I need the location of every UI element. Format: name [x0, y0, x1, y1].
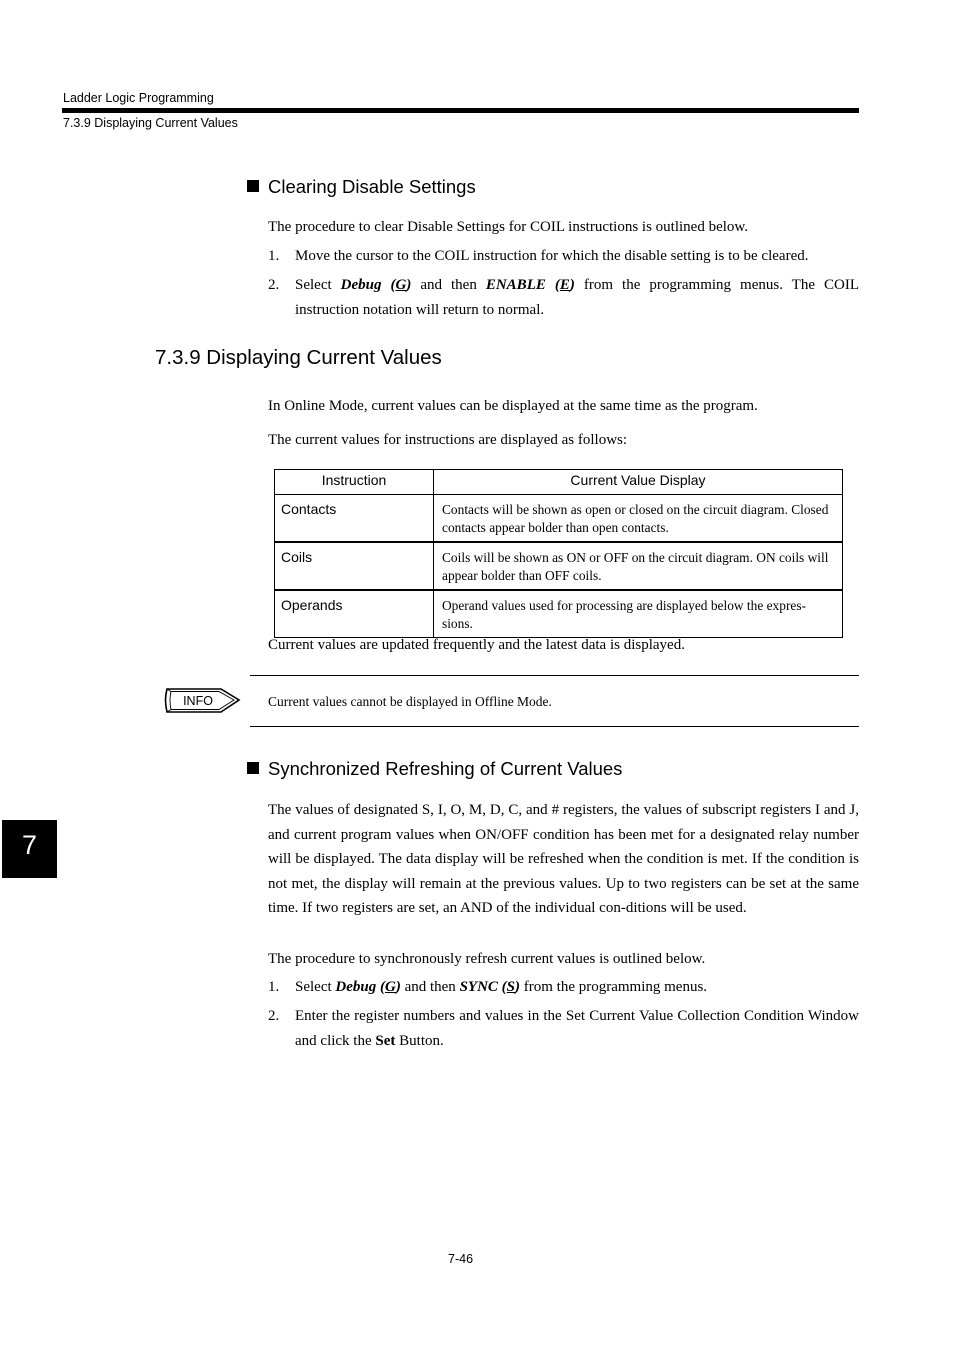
sync-step-2	[268, 1004, 859, 1053]
section-para-3: Current values are updated frequently and the latest data is displayed.	[268, 637, 685, 653]
sync-step-2-text: Enter the register numbers and values in the Set Current Value Collection Condition Window and click the Set Button.	[295, 1008, 859, 1049]
square-bullet-icon	[247, 762, 259, 774]
table-cell-instruction: Contacts	[275, 495, 434, 543]
table-row	[275, 590, 843, 638]
list-number: 2.	[268, 277, 280, 293]
table-header-instruction: Instruction	[275, 470, 434, 495]
table-cell-display: Coils will be shown as ON or OFF on the circuit diagram. ON coils will appear bolder than OFF coils.	[434, 542, 843, 590]
subsection-heading-clearing-text: Clearing Disable Settings	[268, 176, 476, 197]
table-row	[275, 495, 843, 543]
page-number: 7-46	[448, 1252, 474, 1266]
running-header-section: 7.3.9 Displaying Current Values	[63, 116, 238, 130]
subsection-heading-sync	[247, 758, 622, 780]
running-header-title: Ladder Logic Programming	[63, 91, 214, 105]
table-cell-instruction: Operands	[275, 590, 434, 638]
chapter-tab: 7	[2, 820, 57, 878]
header-rule	[62, 108, 859, 113]
subsection-heading-clearing	[247, 176, 476, 198]
sync-para-2: The procedure to synchronously refresh current values is outlined below.	[268, 951, 706, 967]
subsection-heading-sync-text: Synchronized Refreshing of Current Values	[268, 758, 623, 779]
info-bottom-rule	[250, 726, 859, 727]
sync-para-1: The values of designated S, I, O, M, D, C, and # registers, the values of subscript registers I and J, and current program values when ON/OFF condition has been met for a designated relay number will be displayed. The data display will be refreshed when the condition is met. If the condition is not met, the display will remain at the previous values. Up to two registers can be set at the same time. If two registers are set, an AND of the individual con-ditions will be used.	[268, 802, 859, 916]
sync-step-1-text: Select Debug (G) and then SYNC (S) from the programming menus.	[295, 979, 708, 995]
clearing-step-2	[268, 273, 859, 322]
section-para-1: In Online Mode, current values can be displayed at the same time as the program.	[268, 398, 758, 414]
info-text: Current values cannot be displayed in Offline Mode.	[268, 694, 552, 709]
list-number: 1.	[268, 979, 280, 995]
info-icon-label: INFO	[183, 694, 213, 708]
table-header-display: Current Value Display	[434, 470, 843, 495]
list-number: 1.	[268, 248, 280, 264]
section-para-2: The current values for instructions are displayed as follows:	[268, 432, 628, 448]
square-bullet-icon	[247, 180, 259, 192]
clearing-step-1-text: Move the cursor to the COIL instruction for which the disable setting is to be cleared.	[295, 248, 809, 264]
list-number: 2.	[268, 1008, 280, 1024]
clearing-step-1	[268, 244, 859, 269]
table-row	[275, 542, 843, 590]
table-cell-instruction: Coils	[275, 542, 434, 590]
info-icon	[163, 686, 243, 716]
table-header-row	[275, 470, 843, 495]
table-cell-display: Operand values used for processing are displayed below the expres-sions.	[434, 590, 843, 638]
sync-step-1	[268, 975, 859, 1000]
clearing-intro: The procedure to clear Disable Settings for COIL instructions is outlined below.	[268, 219, 749, 235]
table-cell-display: Contacts will be shown as open or closed on the circuit diagram. Closed contacts appear bolder than open contacts.	[434, 495, 843, 543]
info-top-rule	[250, 675, 859, 676]
current-value-table	[274, 469, 843, 638]
section-heading: 7.3.9 Displaying Current Values	[155, 346, 442, 369]
clearing-step-2-text: Select Debug (G) and then ENABLE (E) from the programming menus. The COIL instruction notation will return to normal.	[295, 277, 859, 318]
